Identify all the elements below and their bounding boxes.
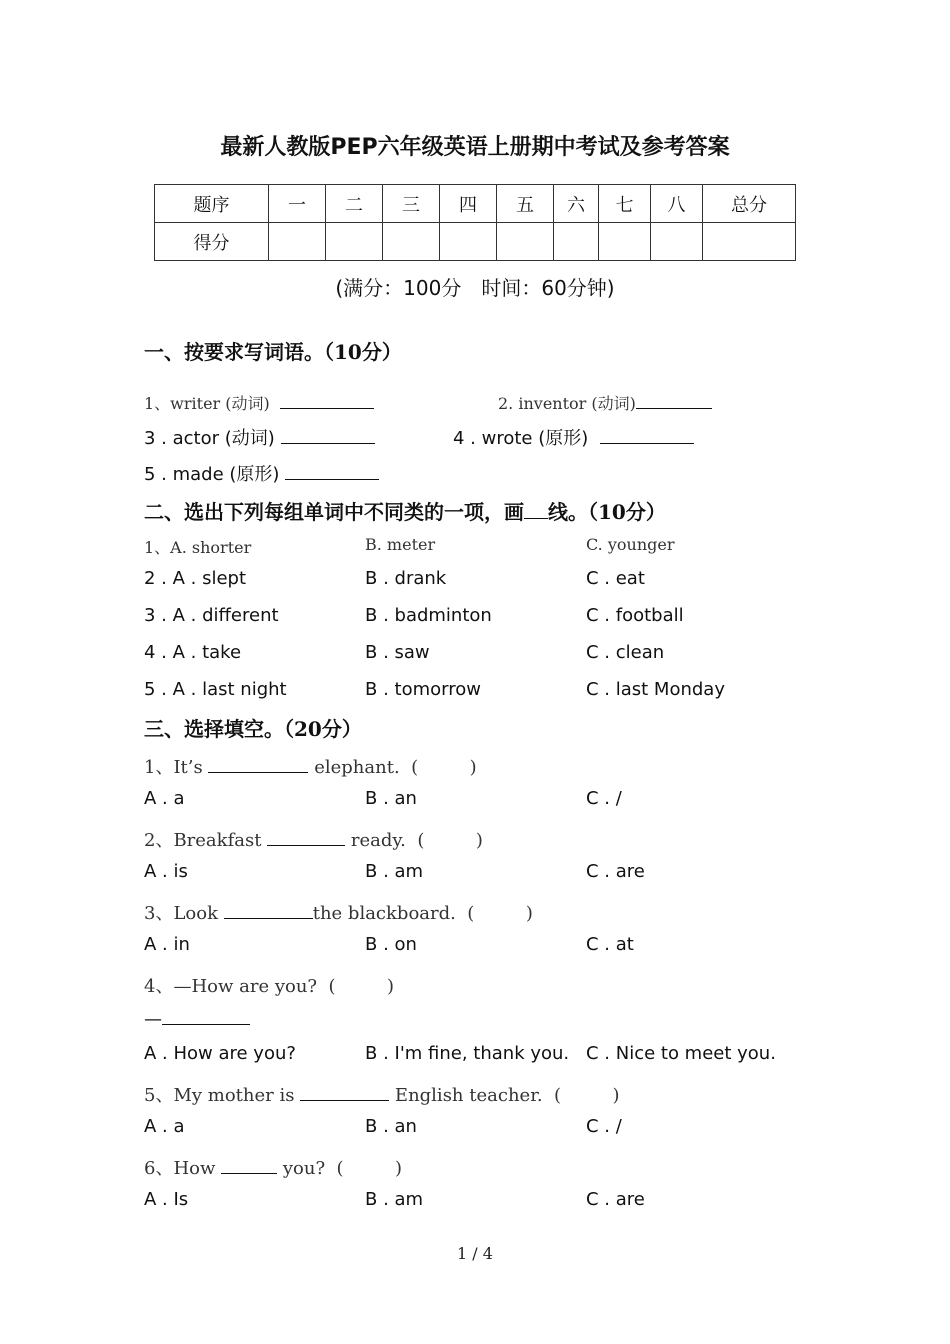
s1-q4: 4 . wrote (原形) <box>453 424 694 450</box>
answer-blank[interactable] <box>285 461 379 480</box>
s3-q1-stem: 1、It’s elephant. ( ) <box>144 753 824 779</box>
option-a[interactable]: A . Is <box>144 1189 189 1210</box>
option-b[interactable]: B . an <box>365 788 417 809</box>
section-1-heading: 一、按要求写词语。（10分） <box>144 340 402 364</box>
score-cell <box>326 223 383 261</box>
option-a[interactable]: 4 . A . take <box>144 642 242 663</box>
s1-q3: 3 . actor (动词) <box>144 424 375 450</box>
s3-q4-stem: 4、—How are you? ( ) <box>144 976 395 997</box>
answer-blank[interactable] <box>636 390 712 409</box>
score-cell <box>440 223 497 261</box>
s3-q6-stem: 6、How you? ( ) <box>144 1154 824 1180</box>
underline-mark <box>524 498 548 519</box>
option-b[interactable]: B . I'm fine, thank you. <box>365 1043 570 1064</box>
score-cell <box>651 223 703 261</box>
table-cell: 六 <box>554 185 599 223</box>
option-a[interactable]: 1、A. shorter <box>144 538 252 557</box>
score-cell <box>703 223 796 261</box>
score-cell <box>497 223 554 261</box>
score-cell <box>599 223 651 261</box>
s1-q5: 5 . made (原形) <box>144 460 379 486</box>
option-b[interactable]: B . tomorrow <box>365 679 481 700</box>
option-b[interactable]: B . drank <box>365 568 447 589</box>
s3-q3-stem: 3、Look the blackboard. ( ) <box>144 899 824 925</box>
option-b[interactable]: B . am <box>365 1189 424 1210</box>
table-cell: 八 <box>651 185 703 223</box>
option-b[interactable]: B . saw <box>365 642 430 663</box>
answer-blank[interactable] <box>224 900 313 919</box>
score-table <box>154 184 796 261</box>
answer-blank[interactable] <box>221 1155 277 1174</box>
answer-blank[interactable] <box>281 425 375 444</box>
option-c[interactable]: C . / <box>586 1116 622 1137</box>
table-cell: 题序 <box>155 185 269 223</box>
exam-meta: (满分：100分 时间：60分钟) <box>335 276 615 300</box>
option-b[interactable]: B . badminton <box>365 605 492 626</box>
s3-q4-reply: — <box>144 1006 824 1030</box>
answer-blank[interactable] <box>267 827 345 846</box>
option-b[interactable]: B . am <box>365 861 424 882</box>
s1-q2: 2. inventor (动词) <box>498 390 712 414</box>
option-c[interactable]: C . football <box>586 605 684 626</box>
answer-blank[interactable] <box>208 754 308 773</box>
s3-q5-stem: 5、My mother is English teacher. ( ) <box>144 1081 824 1107</box>
table-cell: 七 <box>599 185 651 223</box>
option-c[interactable]: C . / <box>586 788 622 809</box>
section-3-heading: 三、选择填空。（20分） <box>144 717 362 741</box>
table-cell: 五 <box>497 185 554 223</box>
score-cell <box>383 223 440 261</box>
table-cell: 一 <box>269 185 326 223</box>
option-c[interactable]: C . at <box>586 934 634 955</box>
table-cell: 四 <box>440 185 497 223</box>
s3-q2-stem: 2、Breakfast ready. ( ) <box>144 826 824 852</box>
option-b[interactable]: B . an <box>365 1116 417 1137</box>
table-cell: 得分 <box>155 223 269 261</box>
option-b[interactable]: B. meter <box>365 535 436 554</box>
score-table-score-row <box>155 223 796 261</box>
option-c[interactable]: C . are <box>586 1189 645 1210</box>
answer-blank[interactable] <box>162 1006 250 1025</box>
table-cell: 二 <box>326 185 383 223</box>
option-c[interactable]: C . Nice to meet you. <box>586 1043 776 1064</box>
option-c[interactable]: C . clean <box>586 642 665 663</box>
option-c[interactable]: C. younger <box>586 535 675 554</box>
option-a[interactable]: 3 . A . different <box>144 605 279 626</box>
option-a[interactable]: A . a <box>144 1116 185 1137</box>
option-a[interactable]: 2 . A . slept <box>144 568 247 589</box>
table-cell: 三 <box>383 185 440 223</box>
page-title: 最新人教版PEP六年级英语上册期中考试及参考答案 <box>220 135 730 160</box>
answer-blank[interactable] <box>300 1082 389 1101</box>
section-2-heading: 二、选出下列每组单词中不同类的一项，画 线。（10分） <box>144 500 666 524</box>
option-c[interactable]: C . are <box>586 861 645 882</box>
s3-q6-options <box>144 1189 824 1294</box>
option-a[interactable]: A . is <box>144 861 188 882</box>
option-a[interactable]: A . in <box>144 934 190 955</box>
option-a[interactable]: A . How are you? <box>144 1043 296 1064</box>
score-cell <box>554 223 599 261</box>
score-cell <box>269 223 326 261</box>
s1-q1: 1、writer (动词) <box>144 390 374 414</box>
option-b[interactable]: B . on <box>365 934 417 955</box>
answer-blank[interactable] <box>280 390 374 409</box>
table-cell: 总分 <box>703 185 796 223</box>
option-a[interactable]: 5 . A . last night <box>144 679 287 700</box>
option-c[interactable]: C . eat <box>586 568 645 589</box>
option-a[interactable]: A . a <box>144 788 185 809</box>
answer-blank[interactable] <box>600 425 694 444</box>
option-c[interactable]: C . last Monday <box>586 679 725 700</box>
page-number: 1 / 4 <box>457 1244 493 1263</box>
score-table-header-row <box>155 185 796 223</box>
